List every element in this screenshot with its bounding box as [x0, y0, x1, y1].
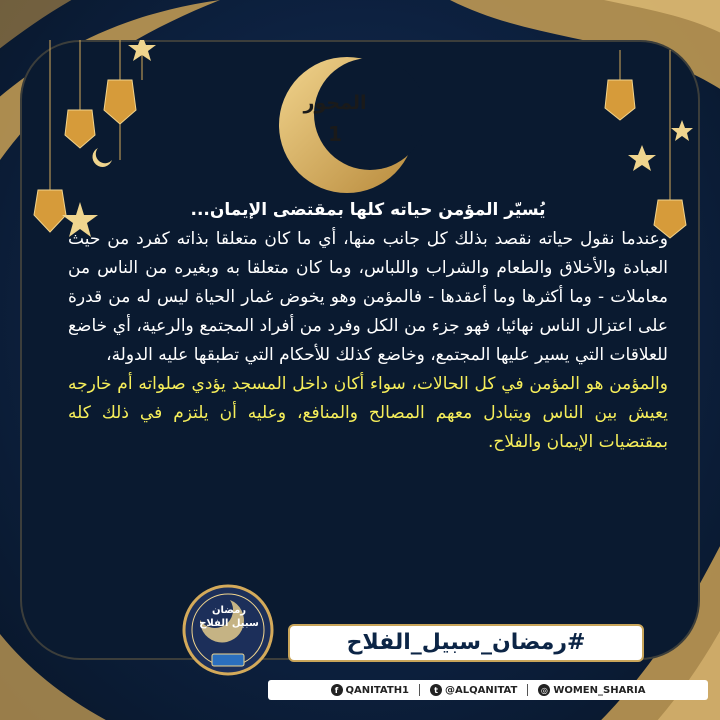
- ramadan-logo-icon: [178, 580, 278, 680]
- instagram-icon: ◎: [538, 684, 550, 696]
- hashtag-banner: #رمضان_سبيل_الفلاح: [288, 624, 644, 662]
- highlighted-paragraph: والمؤمن هو المؤمن في كل الحالات، سواء أكان داخل المسجد يؤدي صلواته أم خارجه يعيش بين الناس ويتبادل معهم المصالح والمنافع، وعليه أن يلتزم في ذلك كله بمقتضيات الإيمان والفلاح.: [68, 374, 668, 452]
- facebook-icon: f: [331, 684, 343, 696]
- social-twitter[interactable]: t @ALQANITAT: [430, 684, 517, 696]
- social-instagram[interactable]: ◎ WOMEN_SHARIA: [538, 684, 645, 696]
- article-heading: يُسيّر المؤمن حياته كلها بمقتضى الإيمان...: [190, 200, 546, 220]
- social-facebook[interactable]: f QANITATH1: [331, 684, 410, 696]
- twitter-icon: t: [430, 684, 442, 696]
- logo-wordmark: رمضان سبيل الفلاح: [199, 605, 259, 629]
- section-label: المحور: [303, 92, 367, 114]
- divider: [419, 684, 420, 696]
- divider: [527, 684, 528, 696]
- article-paragraph: وعندما نقول حياته نقصد بذلك كل جانب منها، أي ما كان متعلقا بذاته كفرد من حيث العبادة والأخلاق والطعام والشراب واللباس، وما كان متعلقا به وبغيره من الناس من معاملات - وما أكثرها وما أعقدها - فالمؤمن وهو يخوض غمار الحياة ليس له من قدرة على اعتزال الناس نهائيا، فهو جزء من الكل وفرد من أفراد المجتمع والرعية، أي خاضع للعلاقات التي يسير عليها المجتمع، وخاضع كذلك للأحكام التي تطبقها عليه الدولة،: [68, 229, 668, 365]
- article-body: [68, 196, 668, 457]
- social-links-bar: [268, 680, 708, 700]
- section-number: 1: [328, 122, 342, 146]
